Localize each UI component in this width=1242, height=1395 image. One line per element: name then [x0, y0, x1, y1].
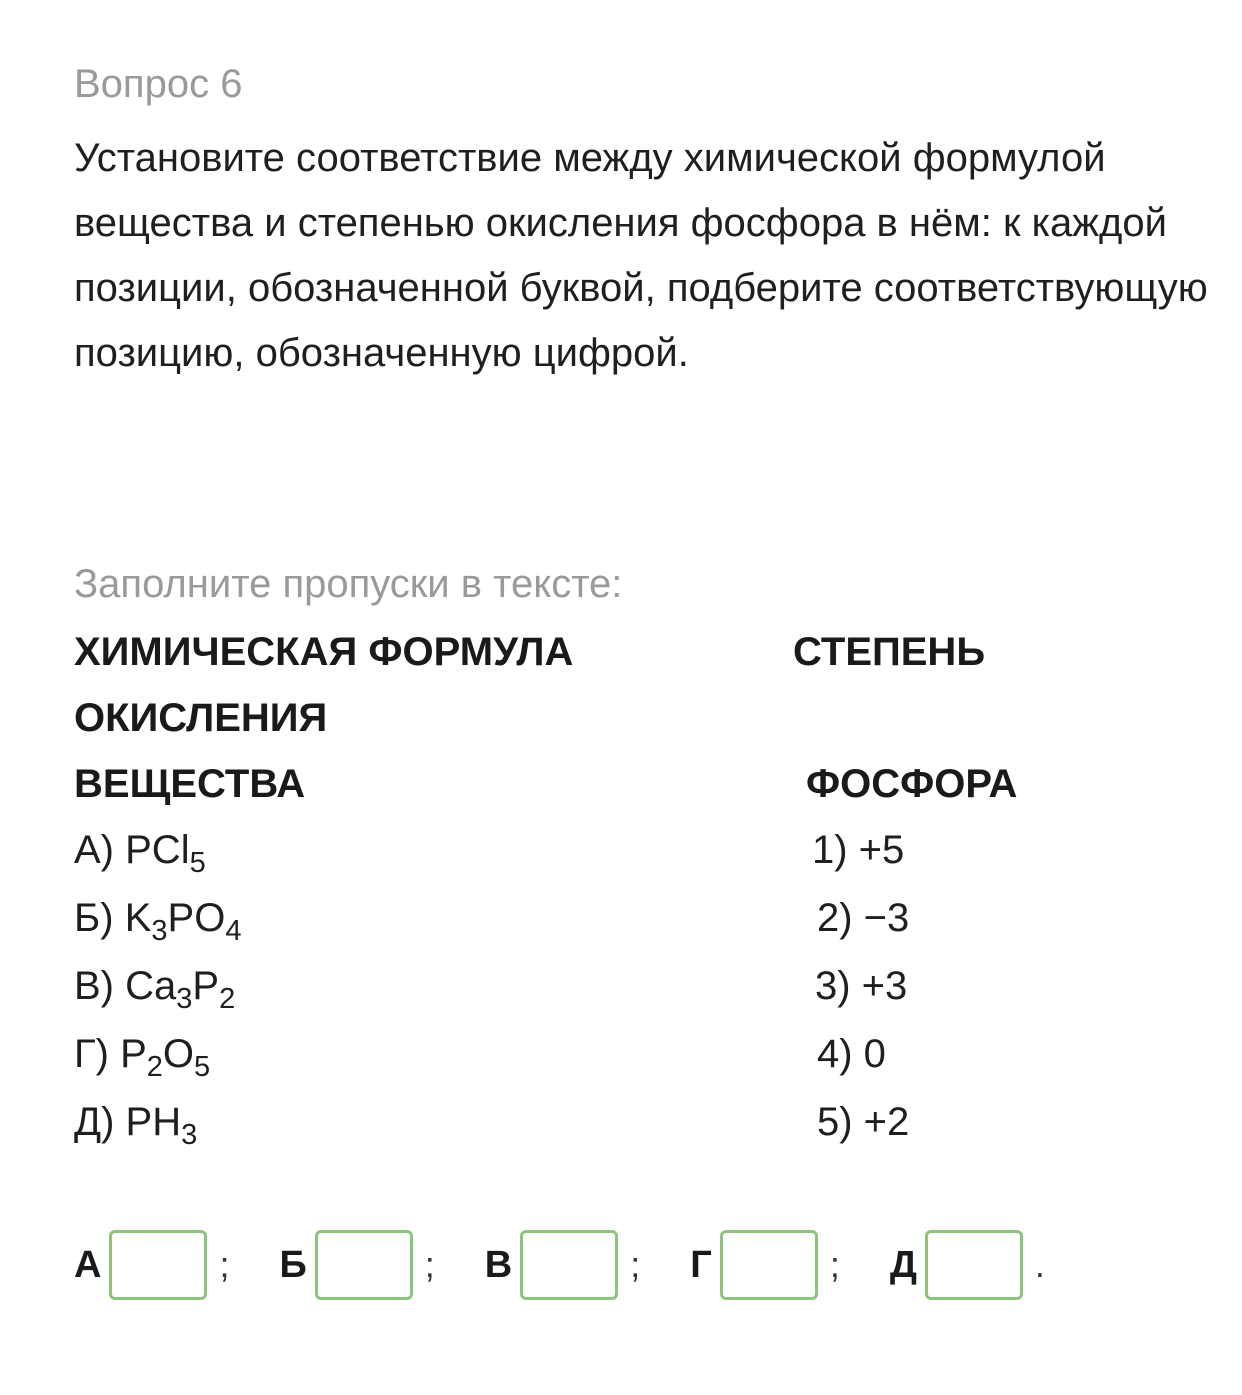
formula-symbol: P [120, 1032, 147, 1076]
option-1: 1) +5 [812, 828, 905, 872]
formula-symbol: O [162, 1032, 195, 1076]
formula-subscript: 3 [151, 915, 168, 947]
option-4: 4) 0 [817, 1032, 886, 1076]
answer-label-g: Г [690, 1243, 712, 1286]
formula-symbol: PH [125, 1100, 182, 1144]
formula-letter-prefix: А) [74, 828, 126, 872]
formula-subscript: 5 [189, 847, 206, 879]
option-2: 2) −3 [817, 896, 910, 940]
column-header-formula-line1: ХИМИЧЕСКАЯ ФОРМУЛА [74, 630, 574, 674]
formula-subscript: 2 [146, 1051, 163, 1083]
answer-separator: ; [829, 1244, 840, 1285]
formula-letter-prefix: Б) [74, 896, 125, 940]
formula-symbol: PO [167, 896, 226, 940]
answer-input-d[interactable] [925, 1230, 1023, 1300]
formula-letter-prefix: Д) [74, 1100, 126, 1144]
formula-subscript: 3 [176, 983, 193, 1015]
answer-input-b[interactable] [315, 1230, 413, 1300]
instruction-text: Заполните пропуски в тексте: [74, 562, 623, 606]
formula-item-g [74, 1030, 211, 1083]
formula-subscript: 2 [219, 983, 236, 1015]
answer-label-v: В [484, 1243, 513, 1286]
answer-input-a[interactable] [109, 1230, 207, 1300]
answer-row [74, 1230, 1045, 1300]
formula-subscript: 5 [194, 1051, 211, 1083]
formula-letter-prefix: В) [74, 964, 126, 1008]
formula-symbol: P [192, 964, 220, 1008]
formula-item-b [74, 894, 242, 947]
question-text: Установите соответствие между химической формулой вещества и степенью окисления фосфора в нём: к каждой позиции, обозначенной буквой, подберите соответствующую позицию, обозначенную цифрой. [74, 136, 1208, 375]
column-header-oxidation-line2: ОКИСЛЕНИЯ [74, 696, 328, 740]
column-header-formula-line3: ВЕЩЕСТВА [74, 762, 306, 806]
answer-separator: ; [219, 1244, 230, 1285]
formula-subscript: 3 [181, 1119, 198, 1151]
formula-item-d [74, 1098, 198, 1151]
answer-separator: ; [630, 1244, 641, 1285]
answer-label-d: Д [889, 1243, 917, 1286]
answer-end-mark: . [1034, 1244, 1045, 1285]
answer-input-v[interactable] [520, 1230, 618, 1300]
answer-input-g[interactable] [720, 1230, 818, 1300]
formula-symbol: PCl [125, 828, 190, 872]
option-3: 3) +3 [815, 964, 908, 1008]
answer-label-a: А [74, 1243, 102, 1286]
formula-letter-prefix: Г) [74, 1032, 121, 1076]
answer-label-b: Б [279, 1243, 307, 1286]
option-5: 5) +2 [817, 1100, 910, 1144]
question-number: Вопрос 6 [74, 62, 243, 106]
column-header-oxidation-line1: СТЕПЕНЬ [793, 630, 986, 674]
formula-symbol: Ca [125, 964, 177, 1008]
formula-item-v [74, 962, 236, 1015]
formula-item-a [74, 826, 206, 879]
formula-symbol: K [124, 896, 152, 940]
column-header-oxidation-line3: ФОСФОРА [806, 762, 1018, 806]
formula-subscript: 4 [225, 915, 242, 947]
answer-separator: ; [424, 1244, 435, 1285]
